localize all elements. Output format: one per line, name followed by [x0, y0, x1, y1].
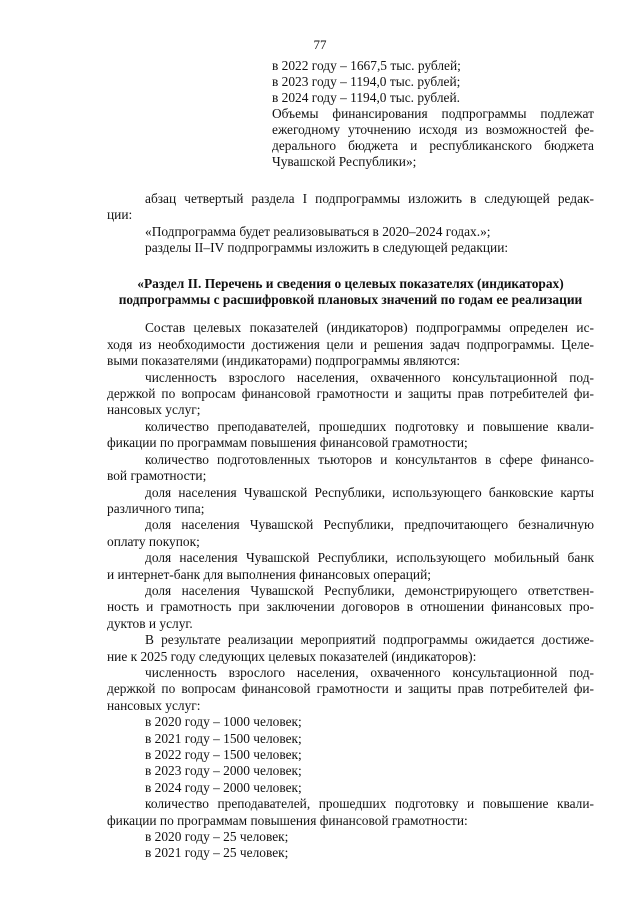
paragraph-line: В результате реализации мероприятий подпрограммы ожидается достиже-: [145, 632, 594, 648]
paragraph-line: фикации по программам повышения финансовой грамотности;: [107, 435, 468, 451]
paragraph-line: «Подпрограмма будет реализовываться в 2020–2024 годах.»;: [145, 223, 491, 239]
paragraph-line: выми показателями (индикаторами) подпрограммы являются:: [107, 353, 461, 369]
paragraph-line: в 2022 году – 1500 человек;: [145, 747, 302, 762]
document-body: [107, 191, 594, 862]
paragraph-line: в 2021 году – 25 человек;: [145, 845, 289, 861]
text-line: дерального бюджета и республиканского бюджета: [272, 138, 594, 153]
paragraph-line: оплату покупок;: [107, 533, 200, 549]
paragraph-line: держкой по вопросам финансовой грамотности и защиты прав потребителей фи-: [107, 386, 594, 402]
heading-line: «Раздел II. Перечень и сведения о целевых показателях (индикаторах): [137, 275, 564, 291]
paragraph-line: численность взрослого населения, охваченного консультационной под-: [145, 369, 594, 385]
paragraph-line: доля населения Чувашской Республики, предпочитающего безналичную: [145, 517, 594, 533]
heading-line: подпрограммы с расшифровкой плановых значений по годам ее реализации: [118, 292, 583, 308]
page-number: 77: [313, 37, 327, 52]
paragraph-line: держкой по вопросам финансовой грамотности и защиты прав потребителей фи-: [107, 681, 594, 697]
paragraph-line: ние к 2025 году следующих целевых показателей (индикаторов):: [107, 648, 477, 664]
text-line: в 2023 году – 1194,0 тыс. рублей;: [272, 74, 461, 89]
paragraph-line: в 2020 году – 25 человек;: [145, 829, 289, 845]
paragraph-line: абзац четвертый раздела I подпрограммы изложить в следующей редак-: [145, 191, 594, 206]
paragraph-line: доля населения Чувашской Республики, демонстрирующего ответствен-: [145, 582, 594, 598]
paragraph-line: в 2020 году – 1000 человек;: [145, 714, 302, 730]
text-line: ежегодному уточнению исходя из возможностей фе-: [272, 122, 594, 137]
paragraph-line: в 2021 году – 1500 человек;: [145, 730, 302, 746]
paragraph-line: количество преподавателей, прошедших подготовку и повышение квали-: [145, 796, 594, 812]
paragraph-line: ции:: [107, 207, 133, 223]
paragraph-line: нансовых услуг:: [107, 697, 201, 713]
paragraph-line: доля населения Чувашской Республики, использующего мобильный банк: [145, 550, 594, 566]
paragraph-line: дуктов и услуг.: [107, 615, 193, 631]
paragraph-line: разделы II–IV подпрограммы изложить в следующей редакции:: [145, 240, 509, 256]
paragraph-line: в 2023 году – 2000 человек;: [145, 763, 302, 779]
paragraph-line: в 2024 году – 2000 человек;: [145, 779, 302, 795]
text-line: в 2024 году – 1194,0 тыс. рублей.: [272, 90, 460, 105]
text-line: Объемы финансирования подпрограммы подлежат: [272, 106, 594, 121]
paragraph-line: вой грамотности;: [107, 468, 207, 484]
paragraph-line: ность и грамотность при заключении договоров в отношении финансовых про-: [107, 599, 594, 615]
section-heading: [107, 276, 594, 309]
paragraph-line: фикации по программам повышения финансовой грамотности:: [107, 812, 468, 828]
paragraph-line: Состав целевых показателей (индикаторов) подпрограммы определен ис-: [145, 320, 594, 336]
financing-passport-block: [272, 58, 594, 170]
paragraph-line: и интернет-банк для выполнения финансовых операций;: [107, 566, 431, 582]
text-line: Чувашской Республики»;: [272, 154, 417, 169]
paragraph-line: численность взрослого населения, охваченного консультационной под-: [145, 664, 594, 680]
paragraph-line: количество преподавателей, прошедших подготовку и повышение квали-: [145, 418, 594, 434]
paragraph-line: ходя из необходимости достижения цели и решения задач подпрограммы. Целе-: [107, 336, 594, 352]
paragraph-line: количество подготовленных тьюторов и консультантов в сфере финансо-: [145, 451, 594, 467]
paragraph-line: различного типа;: [107, 500, 205, 516]
paragraph-line: нансовых услуг;: [107, 402, 201, 418]
paragraph-line: доля населения Чувашской Республики, использующего банковские карты: [145, 484, 594, 500]
text-line: в 2022 году – 1667,5 тыс. рублей;: [272, 58, 461, 73]
